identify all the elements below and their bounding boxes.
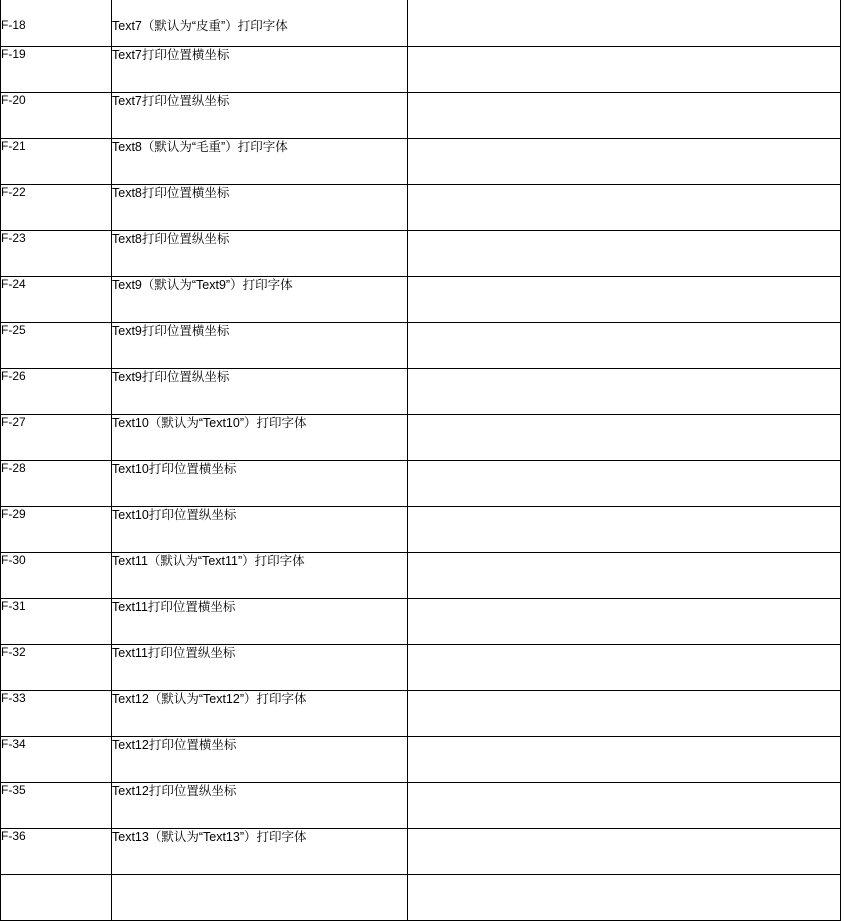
cell-parameter-value <box>408 644 841 690</box>
cell-parameter-code: F-28 <box>1 460 112 506</box>
cell-parameter-value <box>408 414 841 460</box>
table-row <box>1 736 841 782</box>
cell-parameter-code: F-25 <box>1 322 112 368</box>
cell-parameter-value <box>408 230 841 276</box>
cell-parameter-description: Text13（默认为“Text13”）打印字体 <box>112 828 408 874</box>
table-row <box>1 230 841 276</box>
cell-parameter-value <box>408 0 841 46</box>
cell-parameter-description: Text9打印位置横坐标 <box>112 322 408 368</box>
cell-parameter-value <box>408 828 841 874</box>
table-row <box>1 782 841 828</box>
cell-parameter-description: Text11打印位置横坐标 <box>112 598 408 644</box>
table-row <box>1 0 841 46</box>
cell-parameter-value <box>408 368 841 414</box>
cell-parameter-description: Text8打印位置纵坐标 <box>112 230 408 276</box>
cell-parameter-value <box>408 92 841 138</box>
table-row <box>1 552 841 598</box>
cell-parameter-code: F-33 <box>1 690 112 736</box>
cell-parameter-value <box>408 460 841 506</box>
cell-parameter-code: F-27 <box>1 414 112 460</box>
cell-parameter-code: F-20 <box>1 92 112 138</box>
cell-parameter-description: Text8（默认为“毛重”）打印字体 <box>112 138 408 184</box>
cell-parameter-description: Text12打印位置横坐标 <box>112 736 408 782</box>
cell-parameter-description: Text10打印位置纵坐标 <box>112 506 408 552</box>
cell-parameter-code: F-23 <box>1 230 112 276</box>
table-row <box>1 828 841 874</box>
cell-parameter-code: F-36 <box>1 828 112 874</box>
cell-parameter-description: Text12打印位置纵坐标 <box>112 782 408 828</box>
table-row <box>1 92 841 138</box>
cell-parameter-value <box>408 736 841 782</box>
table-row <box>1 690 841 736</box>
table-row <box>1 322 841 368</box>
cell-parameter-description: Text11打印位置纵坐标 <box>112 644 408 690</box>
cell-parameter-description: Text9打印位置纵坐标 <box>112 368 408 414</box>
cell-parameter-value <box>408 598 841 644</box>
cell-parameter-description: Text10（默认为“Text10”）打印字体 <box>112 414 408 460</box>
cell-parameter-value <box>408 276 841 322</box>
cell-parameter-code: F-34 <box>1 736 112 782</box>
cell-parameter-value <box>408 138 841 184</box>
cell-parameter-code: F-24 <box>1 276 112 322</box>
cell-parameter-code: F-19 <box>1 46 112 92</box>
cell-parameter-code: F-29 <box>1 506 112 552</box>
cell-parameter-description: Text7打印位置横坐标 <box>112 46 408 92</box>
table-row <box>1 506 841 552</box>
cell-parameter-value <box>408 322 841 368</box>
cell-parameter-code: F-26 <box>1 368 112 414</box>
cell-parameter-code: F-21 <box>1 138 112 184</box>
cell-parameter-value <box>408 690 841 736</box>
cell-parameter-description: Text9（默认为“Text9”）打印字体 <box>112 276 408 322</box>
table-row <box>1 414 841 460</box>
table-row <box>1 46 841 92</box>
cell-parameter-description: Text11（默认为“Text11”）打印字体 <box>112 552 408 598</box>
cell-parameter-value <box>408 46 841 92</box>
cell-parameter-code: F-32 <box>1 644 112 690</box>
table-row <box>1 276 841 322</box>
table-row <box>1 460 841 506</box>
cell-parameter-value <box>408 552 841 598</box>
cell-parameter-code: F-22 <box>1 184 112 230</box>
table-row <box>1 644 841 690</box>
cell-parameter-code: F-18 <box>1 0 112 46</box>
cell-parameter-description: Text8打印位置横坐标 <box>112 184 408 230</box>
cell-parameter-description: Text12（默认为“Text12”）打印字体 <box>112 690 408 736</box>
table-row <box>1 138 841 184</box>
cell-parameter-code: F-30 <box>1 552 112 598</box>
cell-parameter-code: F-35 <box>1 782 112 828</box>
table-body <box>1 0 841 920</box>
cell-parameter-value <box>408 782 841 828</box>
cell-parameter-value <box>408 506 841 552</box>
cell-parameter-description: Text7（默认为“皮重”）打印字体 <box>112 0 408 46</box>
table-row <box>1 184 841 230</box>
table-row <box>1 598 841 644</box>
cell-parameter-code: F-31 <box>1 598 112 644</box>
cell-parameter-value <box>408 184 841 230</box>
cell-parameter-description: Text7打印位置纵坐标 <box>112 92 408 138</box>
table-row <box>1 368 841 414</box>
cell-parameter-description: Text10打印位置横坐标 <box>112 460 408 506</box>
